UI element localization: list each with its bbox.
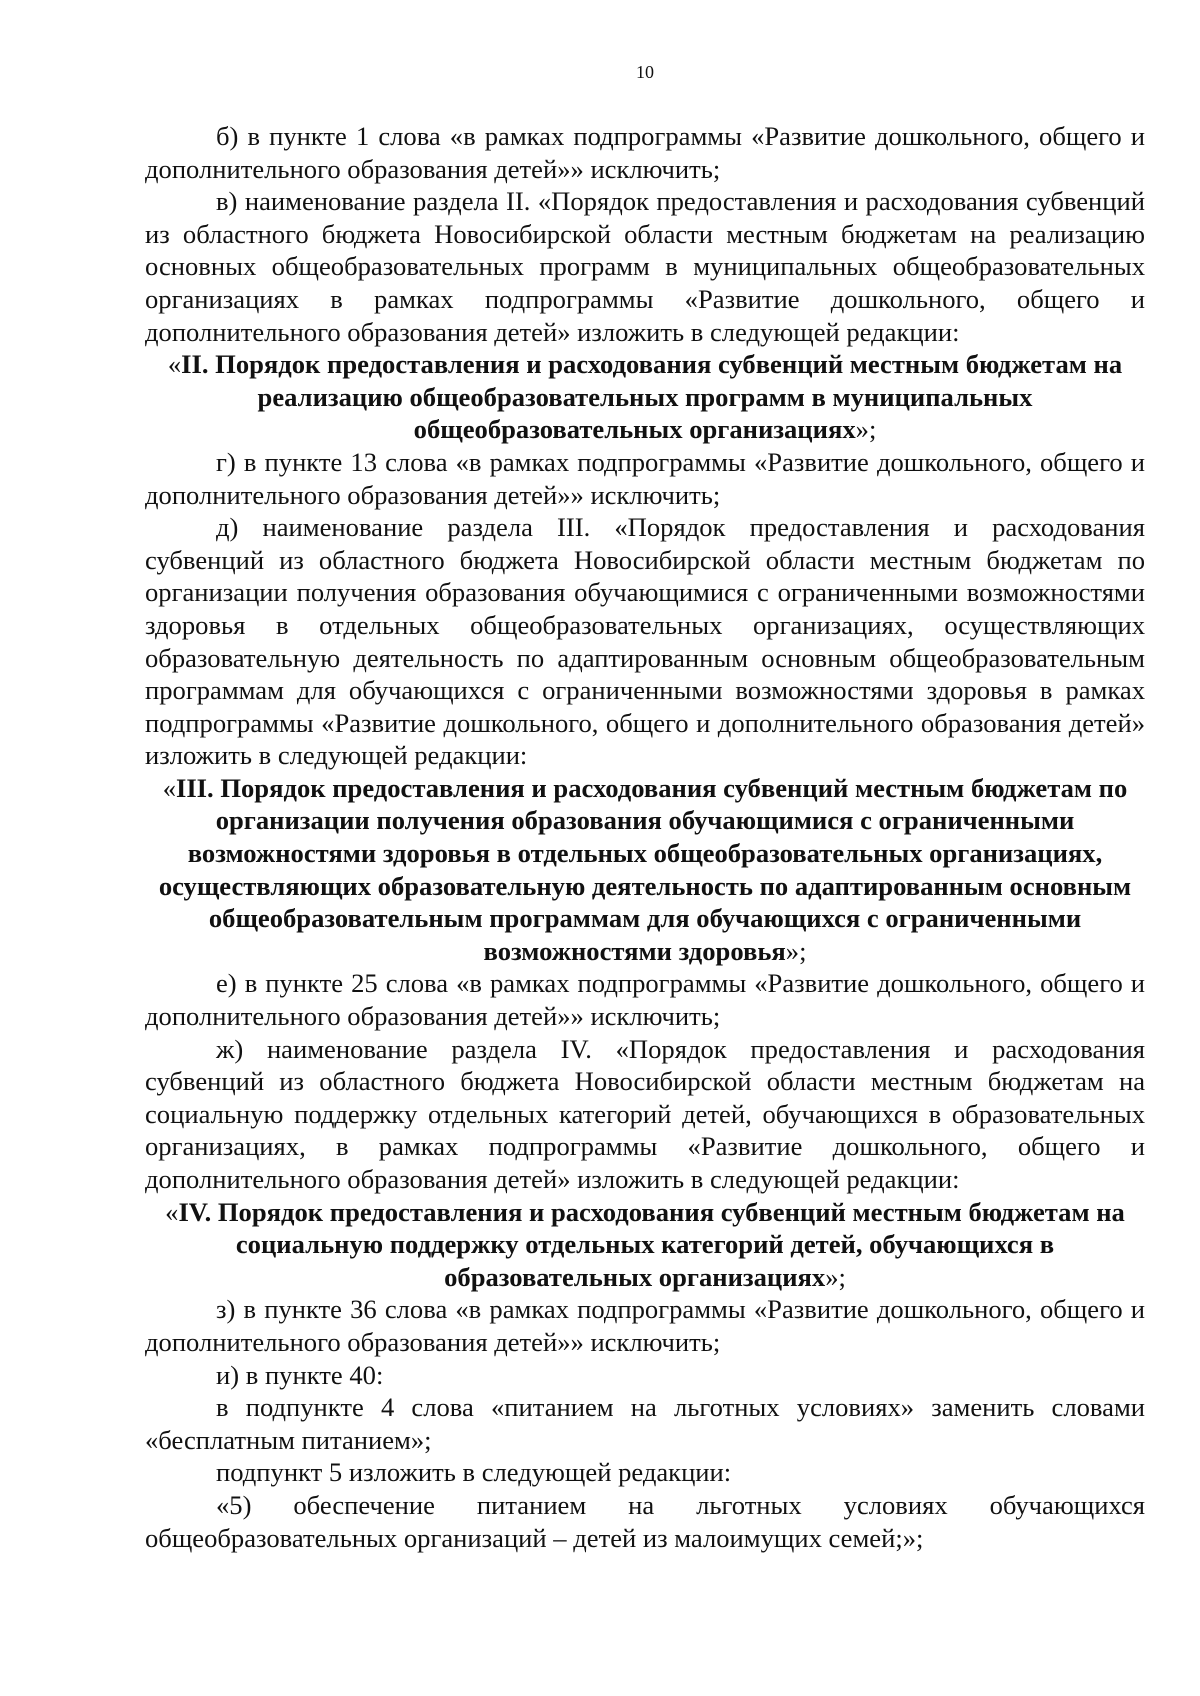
heading-close-quote: »; <box>785 935 807 966</box>
heading-title: II. Порядок предоставления и расходования субвенций местным бюджетам на реализацию общеобразовательных программ в муниципальных общеобразовательных организациях <box>181 349 1123 445</box>
heading-open-quote: « <box>167 349 182 380</box>
heading-open-quote: « <box>162 772 176 803</box>
paragraph-b: б) в пункте 1 слова «в рамках подпрограммы «Развитие дошкольного, общего и дополнительного образования детей»» исключить; <box>145 121 1145 184</box>
paragraph-z: з) в пункте 36 слова «в рамках подпрограммы «Развитие дошкольного, общего и дополнительного образования детей»» исключить; <box>145 1294 1145 1357</box>
heading-title: IV. Порядок предоставления и расходования субвенций местным бюджетам на социальную поддержку отдельных категорий детей, обучающихся в образовательных организациях <box>178 1196 1125 1292</box>
document-page <box>145 62 1145 1554</box>
section-heading-ii <box>145 348 1145 446</box>
section-heading-iv <box>145 1196 1145 1294</box>
paragraph-e: е) в пункте 25 слова «в рамках подпрограммы «Развитие дошкольного, общего и дополнительного образования детей»» исключить; <box>145 968 1145 1032</box>
paragraph-g: г) в пункте 13 слова «в рамках подпрограммы «Развитие дошкольного, общего и дополнительного образования детей»» исключить; <box>145 446 1145 510</box>
page-number: 10 <box>636 62 654 82</box>
paragraph-d: д) наименование раздела III. «Порядок предоставления и расходования субвенций из областного бюджета Новосибирской области местным бюджетам по организации получения образования обучающимися с ограниченными возможностями здоровья в отдельных общеобразовательных организациях, осуществляющих образовательную деятельность по адаптированным основным общеобразовательным программам для обучающихся с ограниченными возможностями здоровья в рамках подпрограммы «Развитие дошкольного, общего и дополнительного образования детей» изложить в следующей редакции: <box>145 512 1145 771</box>
heading-open-quote: « <box>165 1196 179 1227</box>
heading-title: III. Порядок предоставления и расходования субвенций местным бюджетам по организации получения образования обучающимися с ограниченными возможностями здоровья в отдельных общеобразовательных организациях, осуществляющих образовательную деятельность по адаптированным основным общеобразовательным программам для обучающихся с ограниченными возможностями здоровья <box>158 772 1132 966</box>
paragraph-i: и) в пункте 40: <box>216 1359 384 1390</box>
subparagraph-5-intro: подпункт 5 изложить в следующей редакции: <box>216 1457 732 1488</box>
subparagraph-4: в подпункте 4 слова «питанием на льготных условиях» заменить словами «бесплатным питанием»; <box>145 1392 1145 1455</box>
section-heading-iii <box>145 772 1145 968</box>
heading-close-quote: »; <box>825 1261 846 1292</box>
heading-close-quote: »; <box>855 414 877 445</box>
paragraph-v: в) наименование раздела II. «Порядок предоставления и расходования субвенций из областного бюджета Новосибирской области местным бюджетам на реализацию основных общеобразовательных программ в муниципальных общеобразовательных организациях в рамках подпрограммы «Развитие дошкольного, общего и дополнительного образования детей» изложить в следующей редакции: <box>145 186 1145 347</box>
paragraph-zh: ж) наименование раздела IV. «Порядок предоставления и расходования субвенций из областного бюджета Новосибирской области местным бюджетам на социальную поддержку отдельных категорий детей, обучающихся в образовательных организациях, в рамках подпрограммы «Развитие дошкольного, общего и дополнительного образования детей» изложить в следующей редакции: <box>145 1033 1145 1194</box>
subparagraph-5-text: «5) обеспечение питанием на льготных условиях обучающихся общеобразовательных организаций – детей из малоимущих семей;»; <box>145 1489 1145 1553</box>
